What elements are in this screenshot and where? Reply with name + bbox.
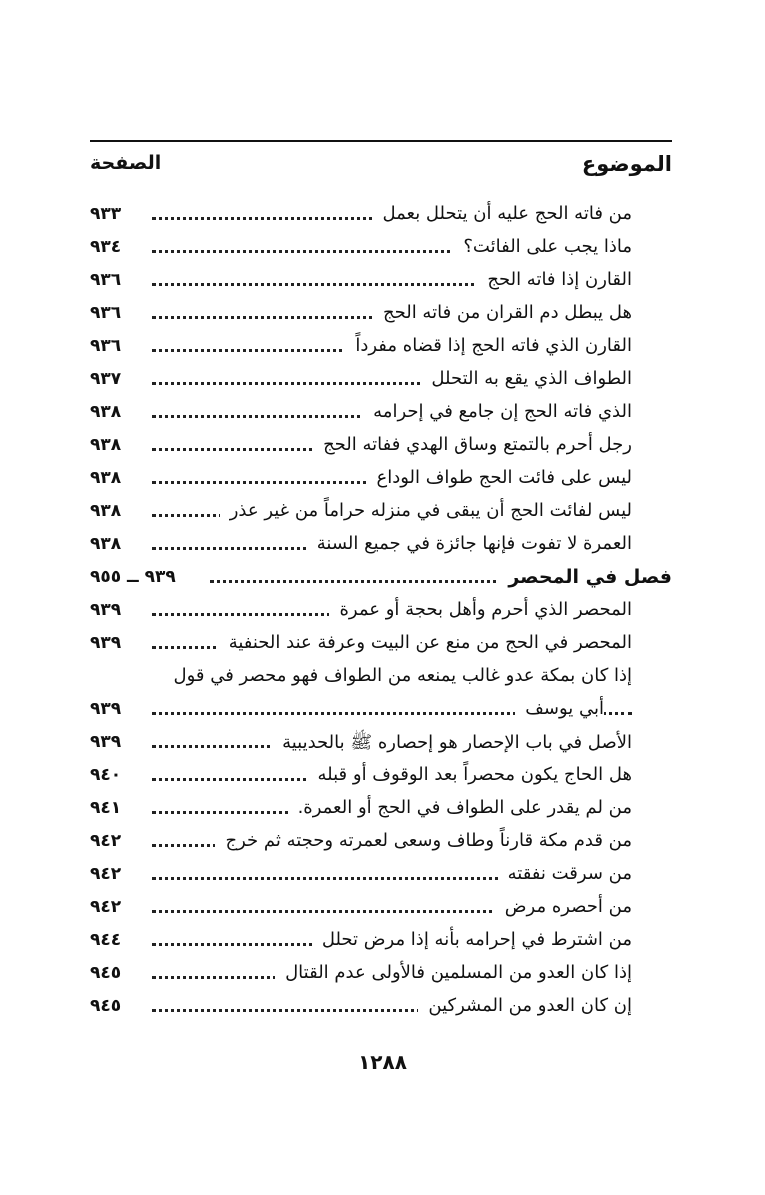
toc-entry-page: ٩٤٠ [90,765,122,785]
toc-entry-page: ٩٣٦ [90,303,122,323]
toc-entry-title: المحصر الذي أحرم وأهل بحجة أو عمرة [329,599,632,620]
toc-entry-page: ٩٣٣ [90,204,122,224]
toc-entry-page: ٩٤٢ [90,864,122,884]
toc-entry-title: القارن الذي فاته الحج إذا قضاه مفرداً [345,335,632,356]
toc-entry-title: إن كان العدو من المشركين [418,995,632,1016]
toc-entry [90,859,672,892]
toc-entry [90,760,672,793]
toc-entry-page: ٩٤٥ [90,963,122,983]
toc-entry-page: ٩٤٥ [90,996,122,1016]
toc-entry-title: رجل أحرم بالتمتع وساق الهدي ففاته الحج [313,434,632,455]
toc-entry [90,826,672,859]
toc-entry-page: ٩٣٩ [90,699,122,719]
toc-entry [90,232,672,265]
toc-entry [90,958,672,991]
toc-entry-page: ٩٣٧ [90,369,122,389]
toc-header [90,148,672,184]
toc-entry [90,364,672,397]
toc-entry [90,397,672,430]
toc-entry [90,430,672,463]
toc-entry-title: هل يبطل دم القران من فاته الحج [373,302,632,323]
toc-entry [90,793,672,826]
header-rule [90,140,672,142]
toc-entry-title: فصل في المحصر [498,566,672,588]
toc-entry-page: ٩٤٢ [90,831,122,851]
toc-entry-page: ٩٣٩ ــ ٩٥٥ [90,567,176,587]
page-number: ١٢٨٨ [358,1050,407,1074]
toc-entry-title: من سرقت نفقته [498,863,632,884]
toc-entry [90,925,672,958]
toc-entry-title: إذا كان العدو من المسلمين فالأولى عدم القتال [275,962,632,983]
toc-entry-page: ٩٣٦ [90,336,122,356]
toc-entry-title: ليس على فائت الحج طواف الوداع [367,467,633,488]
toc-entry-page: ٩٣٨ [90,468,122,488]
header-page-label: الصفحة [90,152,162,174]
toc-entry-title: من قدم مكة قارناً وطاف وسعى لعمرته وحجته ثم خرج [215,830,632,851]
header-topic-label: الموضوع [581,152,672,176]
toc-entry-title: ماذا يجب على الفائت؟ [453,236,632,257]
toc-entry-title-continued: أبي يوسف [515,698,604,719]
toc-entry [90,331,672,364]
toc-entry [90,727,672,760]
toc-entry-page: ٩٤١ [90,798,122,818]
toc-entry-page: ٩٣٦ [90,270,122,290]
toc-entry-page: ٩٣٩ [90,600,122,620]
toc-entry-title: العمرة لا تفوت فإنها جائزة في جميع السنة [307,533,632,554]
toc-entry-page: ٩٣٩ [90,633,122,653]
toc-entry-title: ليس لفائت الحج أن يبقى في منزله حراماً من غير عذر [220,500,632,521]
toc-entry [90,892,672,925]
toc-entry [90,661,672,727]
toc-entry-page: ٩٣٨ [90,501,122,521]
toc-entry-title: من لم يقدر على الطواف في الحج أو العمرة. [288,797,632,818]
toc-entry-page: ٩٣٨ [90,402,122,422]
toc-entry-title: الطواف الذي يقع به التحلل [421,368,632,389]
toc-entry [90,265,672,298]
toc-entry-page: ٩٣٤ [90,237,122,257]
toc-entry [90,463,672,496]
toc-entry [90,199,672,232]
toc-entry [90,595,672,628]
toc-entry-page: ٩٤٤ [90,930,122,950]
toc-entry-title: من فاته الحج عليه أن يتحلل بعمل [372,203,632,224]
table-of-contents [90,199,672,1024]
toc-entry-title: الذي فاته الحج إن جامع في إحرامه [363,401,632,422]
toc-section-heading [90,562,672,595]
toc-entry [90,529,672,562]
toc-entry-title: من اشترط في إحرامه بأنه إذا مرض تحلل [312,929,632,950]
toc-entry-title: هل الحاج يكون محصراً بعد الوقوف أو قبله [308,764,632,785]
toc-entry-title: من أحصره مرض [495,896,632,917]
toc-entry [90,991,672,1024]
toc-entry-page: ٩٣٨ [90,435,122,455]
toc-entry [90,298,672,331]
toc-entry [90,628,672,661]
toc-entry-page: ٩٣٩ [90,732,122,752]
toc-entry-page: ٩٣٨ [90,534,122,554]
toc-entry [90,496,672,529]
toc-entry-title: إذا كان بمكة عدو غالب يمنعه من الطواف فهو محصر في قول [173,665,632,686]
toc-entry-title: الأصل في باب الإحصار هو إحصاره ﷺ بالحديبية [272,731,632,757]
toc-entry-title: المحصر في الحج من منع عن البيت وعرفة عند الحنفية [219,632,632,653]
toc-entry-page: ٩٤٢ [90,897,122,917]
toc-entry-title: القارن إذا فاته الحج [477,269,632,290]
